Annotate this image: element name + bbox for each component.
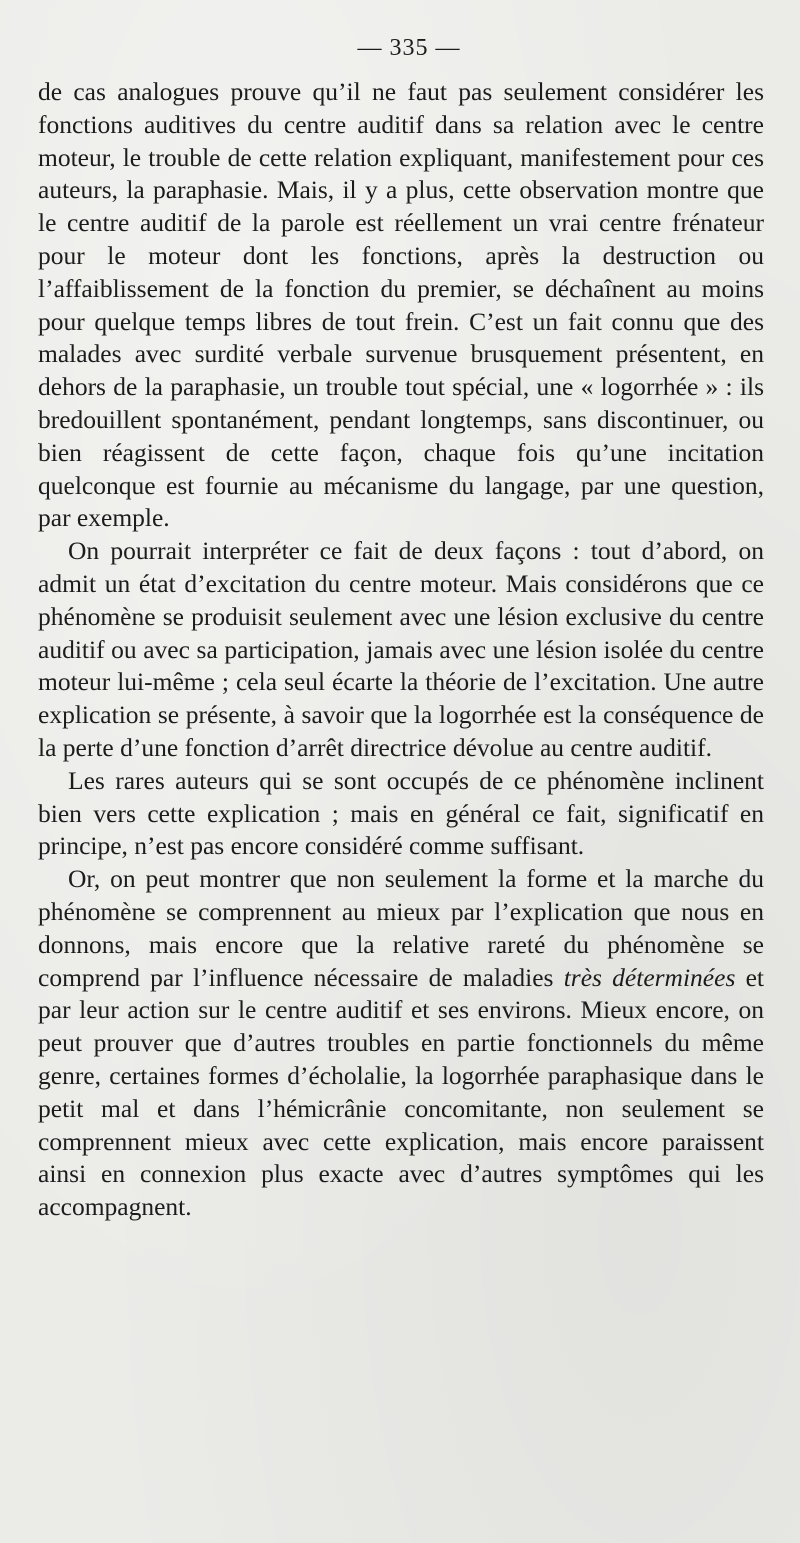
body-text [38, 76, 764, 1224]
paragraph-2-text: On pourrait interpréter ce fait de deux façons : tout d’abord, on admit un état d’excitation du centre moteur. Mais considérons que ce phénomène se produisit seulement avec une lésion exclusive du centre auditif ou avec sa participation, jamais avec une lésion isolée du centre moteur lui-même ; cela seul écarte la théorie de l’excitation. Une autre explication se présente, à savoir que la logorrhée est la conséquence de la perte d’une fonction d’arrêt directrice dévolue au centre auditif. [38, 536, 764, 762]
paragraph-3-text: Les rares auteurs qui se sont occupés de ce phénomène inclinent bien vers cette explication ; mais en général ce fait, significatif en principe, n’est pas encore considéré comme suffisant. [38, 765, 764, 861]
paragraph-4-italic-phrase: très déterminées [563, 962, 736, 992]
paragraph-2 [38, 535, 764, 765]
page-number: — 335 — [357, 35, 461, 61]
paragraph-1-text: de cas analogues prouve qu’il ne faut pas seulement considérer les fonctions auditives du centre auditif dans sa relation avec le centre moteur, le trouble de cette relation expliquant, manifestement pour ces auteurs, la paraphasie. Mais, il y a plus, cette observation montre que le centre auditif de la parole est réellement un vrai centre frénateur pour le moteur dont les fonctions, après la destruction ou l’affaiblissement de la fonction du premier, se déchaînent au moins pour quelque temps libres de tout frein. C’est un fait connu que des malades avec surdité verbale survenue brusquement présentent, en dehors de la paraphasie, un trouble tout spécial, une « logorrhée » : ils bredouillent spontanément, pendant longtemps, sans discontinuer, ou bien réagissent de cette façon, chaque fois qu’une incitation quelconque est fournie au mécanisme du langage, par une question, par exemple. [38, 77, 764, 533]
paragraph-3 [38, 765, 764, 863]
paragraph-4-text-b: et par leur action sur le centre auditif et ses environs. Mieux encore, on peut prouver que d’autres troubles en partie fonctionnels du même genre, certaines formes d’écholalie, la logorrhée paraphasique dans le petit mal et dans l’hémicrânie concomitante, non seulement se comprennent mieux avec cette explication, mais encore paraissent ainsi en connexion plus exacte avec d’autres symptômes qui les accompagnent. [38, 962, 764, 1222]
paragraph-1 [38, 76, 764, 535]
paragraph-4-text-a: Or, on peut montrer que non seulement la forme et la marche du phénomène se comprennent au mieux par l’explication que nous en donnons, mais encore que la relative rareté du phénomène se comprend par l’influence nécessaire de maladies [38, 864, 764, 992]
paragraph-4 [38, 863, 764, 1224]
